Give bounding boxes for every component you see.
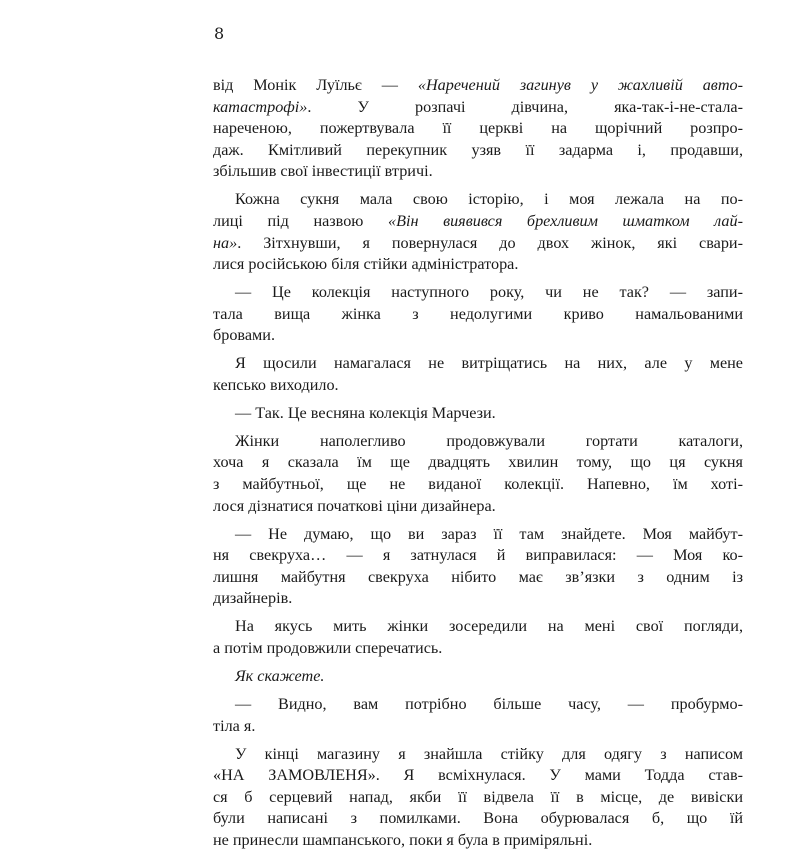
text-line: кепсько виходило. [213,375,339,394]
text-line: були написані з помилками. Вона обурювалася б, що їй [213,809,743,828]
text-line: тала вища жінка з недолугими криво намальованими [213,304,743,323]
text-line: — Це колекція наступного року, чи не так? — запи- [235,283,743,302]
text-line: — Не думаю, що ви зараз її там знайдете. Моя майбут- [235,524,743,543]
text-line: ня свекруха… — я затнулася й виправилася: — Моя ко- [213,546,743,565]
text-line: лиці під назвою «Він виявився брехливим шматком лай- [213,211,743,230]
paragraph [213,524,743,610]
paragraph [213,189,743,275]
page-number: 8 [214,24,225,43]
text-line: на». Зітхнувши, я повернулася до двох жінок, які свари- [213,233,743,252]
text-line: Як скажете. [235,666,325,685]
paragraph [213,75,743,183]
text-line: з майбутньої, ще не виданої колекції. Напевно, їм хоті- [213,475,743,494]
paragraph [213,353,743,396]
text-line: а потім продовжили сперечатись. [213,638,443,657]
body-text [213,75,743,858]
text-line: хоча я сказала їм ще двадцять хвилин тому, що ця сукня [213,453,743,472]
text-line: катастрофі». У розпачі дівчина, яка-так-і-не-стала- [213,97,743,116]
paragraph [213,403,743,425]
paragraph [213,694,743,737]
text-line: «НА ЗАМОВЛЕНЯ». Я всміхнулася. У мами Тодда став- [213,766,743,785]
paragraph [213,744,743,852]
text-line: не принесли шампанського, поки я була в приміряльні. [213,830,593,849]
text-line: тіла я. [213,716,256,735]
text-line: — Так. Це весняна колекція Марчези. [235,403,496,422]
text-line: лося дізнатися початкові ціни дизайнера. [213,496,496,515]
text-line: Я щосили намагалася не витріщатись на них, але у мене [235,354,743,373]
text-line: лися російською біля стійки адміністратора. [213,255,519,274]
text-line: ся б серцевий напад, якби її відвела її в місце, де вивіски [213,787,743,806]
text-line: На якусь мить жінки зосередили на мені свої погляди, [235,617,743,636]
paragraph [213,616,743,659]
text-line: від Монік Луїльє — «Наречений загинув у жахливій авто- [213,76,743,94]
text-line: бровами. [213,326,275,345]
text-line: лишня майбутня свекруха нібито має зв’язки з одним із [213,567,743,586]
text-line: — Видно, вам потрібно більше часу, — пробурмо- [235,694,743,713]
text-line: У кінці магазину я знайшла стійку для одягу з написом [235,744,743,763]
paragraph [213,431,743,517]
text-line: Кожна сукня мала свою історію, і моя лежала на по- [235,190,743,209]
text-line: збільшив свої інвестиції втричі. [213,162,433,181]
text-line: нареченою, пожертвувала її церкві на щорічний розпро- [213,119,743,138]
paragraph [213,666,743,688]
text-line: Жінки наполегливо продовжували гортати каталоги, [235,431,743,450]
text-line: даж. Кмітливий перекупник узяв її задарма і, продавши, [213,140,743,159]
paragraph [213,282,743,347]
text-line: дизайнерів. [213,589,293,608]
